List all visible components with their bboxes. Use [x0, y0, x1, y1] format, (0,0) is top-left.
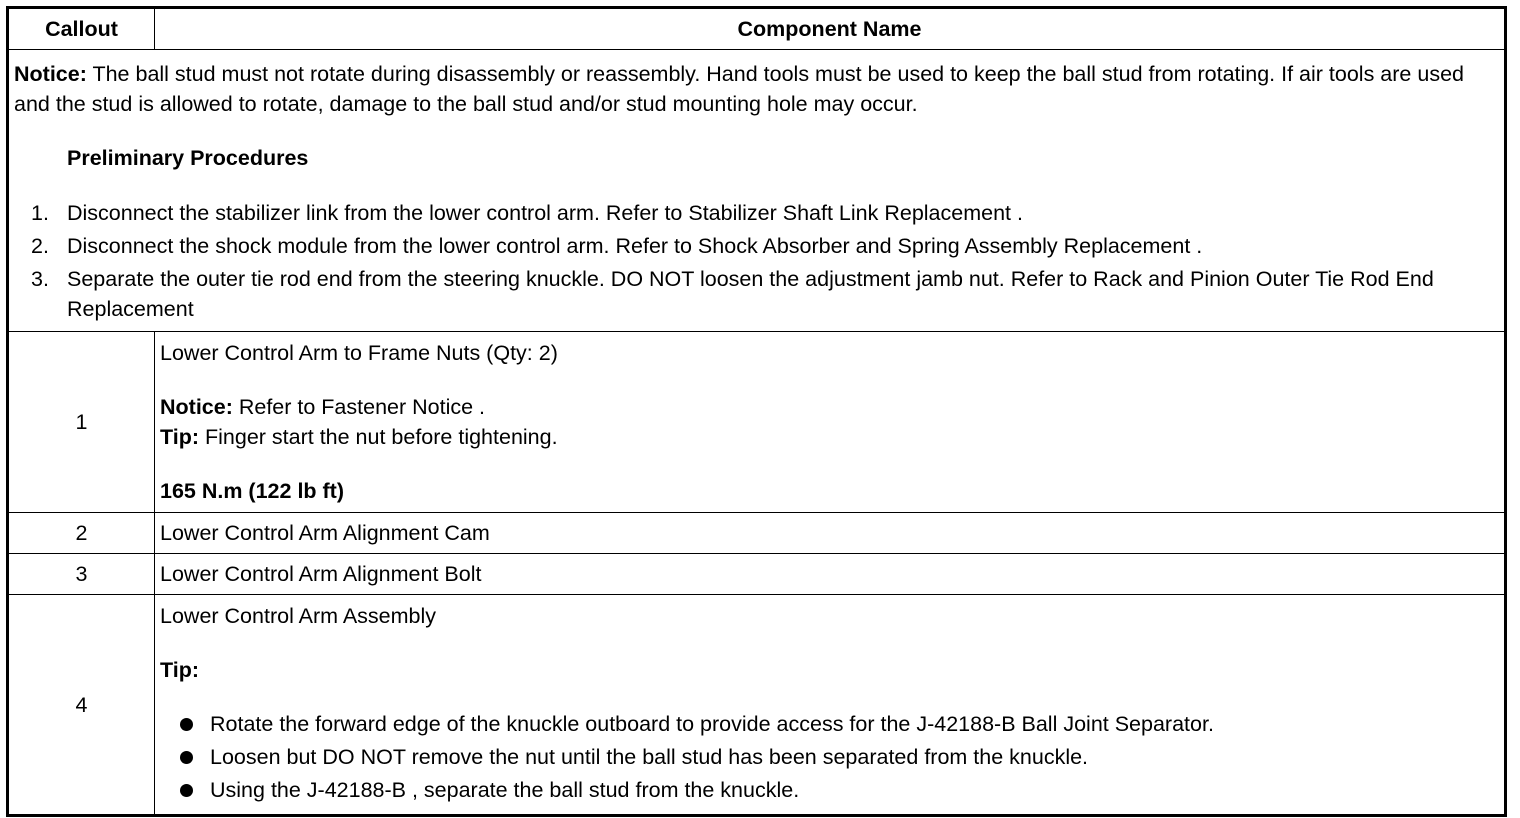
- component-cell: [155, 554, 1506, 595]
- step-number: 2.: [31, 234, 49, 258]
- torque-spec: 165 N.m (122 lb ft): [160, 479, 344, 503]
- step-number: 3.: [31, 267, 49, 291]
- callout-cell: 3: [8, 554, 155, 595]
- table-row: [8, 332, 1506, 513]
- component-cell: [155, 332, 1506, 513]
- table-header-row: [8, 8, 1506, 50]
- tip-text: Using the J-42188-B , separate the ball stud from the knuckle.: [210, 778, 800, 802]
- preliminary-title: Preliminary Procedures: [67, 146, 309, 170]
- bullet-icon: [180, 751, 193, 764]
- component-name: Lower Control Arm Assembly: [160, 604, 437, 628]
- component-name: Lower Control Arm Alignment Cam: [160, 521, 490, 545]
- callout-cell: 1: [8, 332, 155, 513]
- notice-row: [8, 50, 1506, 332]
- tip-label: Tip:: [160, 425, 200, 449]
- component-table: [6, 6, 1507, 817]
- list-item: [160, 742, 1500, 772]
- tip-text: Loosen but DO NOT remove the nut until the ball stud has been separated from the knuckle.: [210, 745, 1089, 769]
- component-name: Lower Control Arm Alignment Bolt: [160, 562, 482, 586]
- table-row: [8, 554, 1506, 595]
- tip-label: Tip:: [160, 658, 200, 682]
- notice-text: Refer to Fastener Notice .: [232, 395, 486, 419]
- bullet-icon: [180, 718, 193, 731]
- tip-list: [160, 709, 1500, 805]
- tip-text: Finger start the nut before tightening.: [199, 425, 558, 449]
- table-row: [8, 595, 1506, 816]
- list-item: [14, 264, 1500, 324]
- tip-text: Rotate the forward edge of the knuckle outboard to provide access for the J-42188-B Ball Joint Separator.: [210, 712, 1214, 736]
- table-row: [8, 513, 1506, 554]
- component-name-header: Component Name: [155, 8, 1506, 50]
- step-text: Separate the outer tie rod end from the steering knuckle. DO NOT loosen the adjustment jamb nut. Refer to Rack and Pinion Outer Tie Rod End Replacement: [67, 267, 1434, 321]
- list-item: [14, 198, 1500, 228]
- step-number: 1.: [31, 201, 49, 225]
- tip-line: [160, 422, 1500, 452]
- notice-cell: [8, 50, 1506, 332]
- bullet-icon: [180, 784, 193, 797]
- step-text: Disconnect the stabilizer link from the lower control arm. Refer to Stabilizer Shaft Link Replacement .: [67, 201, 1023, 225]
- notice-label: Notice:: [14, 62, 87, 86]
- list-item: [160, 709, 1500, 739]
- notice-paragraph: [14, 59, 1500, 119]
- component-cell: [155, 513, 1506, 554]
- procedure-document: [6, 6, 1507, 817]
- component-cell: [155, 595, 1506, 816]
- component-name: Lower Control Arm to Frame Nuts (Qty: 2): [160, 341, 558, 365]
- list-item: [14, 231, 1500, 261]
- step-text: Disconnect the shock module from the lower control arm. Refer to Shock Absorber and Spring Assembly Replacement .: [67, 234, 1203, 258]
- fastener-notice: [160, 392, 1500, 422]
- preliminary-steps: [14, 198, 1500, 324]
- callout-cell: 2: [8, 513, 155, 554]
- callout-cell: 4: [8, 595, 155, 816]
- notice-label: Notice:: [160, 395, 233, 419]
- callout-header: Callout: [8, 8, 155, 50]
- list-item: [160, 775, 1500, 805]
- notice-text: The ball stud must not rotate during disassembly or reassembly. Hand tools must be used to keep the ball stud from rotating. If air tools are used and the stud is allowed to rotate, damage to the ball stud and/or stud mounting hole may occur.: [14, 62, 1464, 116]
